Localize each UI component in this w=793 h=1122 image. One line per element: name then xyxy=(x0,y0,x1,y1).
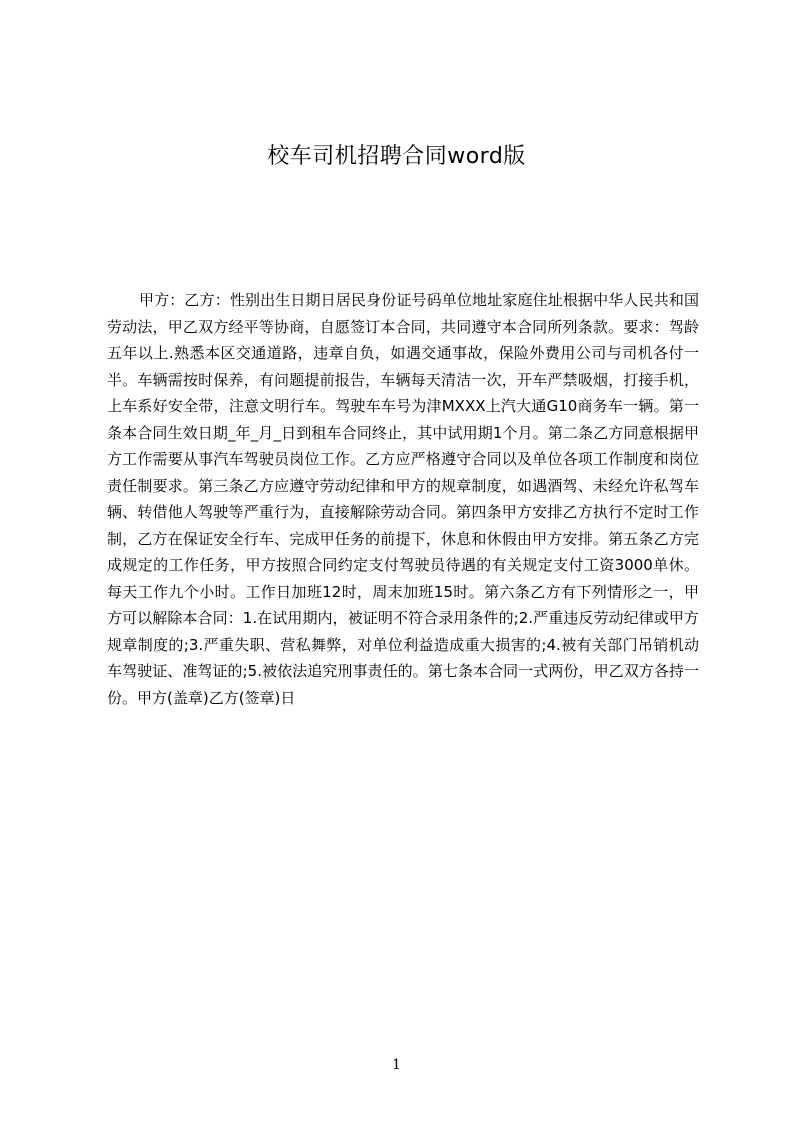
page-number: 1 xyxy=(392,1057,401,1073)
contract-body-paragraph: 甲方：乙方：性别出生日期日居民身份证号码单位地址家庭住址根据中华人民共和国劳动法，甲乙双方经平等协商，自愿签订本合同，共同遵守本合同所列条款。要求：驾龄五年以上.熟悉本区交通道路，违章自负，如遇交通事故，保险外费用公司与司机各付一半。车辆需按时保养，有问题提前报告，车辆每天清洁一次，开车严禁吸烟，打接手机，上车系好安全带，注意文明行车。驾驶车车号为津MXXX上汽大通G10商务车一辆。第一条本合同生效日期_年_月_日到租车合同终止，其中试用期1个月。第二条乙方同意根据甲方工作需要从事汽车驾驶员岗位工作。乙方应严格遵守合同以及单位各项工作制度和岗位责任制要求。第三条乙方应遵守劳动纪律和甲方的规章制度，如遇酒驾、未经允许私驾车辆、转借他人驾驶等严重行为，直接解除劳动合同。第四条甲方安排乙方执行不定时工作制，乙方在保证安全行车、完成甲任务的前提下，休息和休假由甲方安排。第五条乙方完成规定的工作任务，甲方按照合同约定支付驾驶员待遇的有关规定支付工资3000单休。每天工作九个小时。工作日加班12时，周末加班15时。第六条乙方有下列情形之一，甲方可以解除本合同：1.在试用期内，被证明不符合录用条件的;2.严重违反劳动纪律或甲方规章制度的;3.严重失职、营私舞弊，对单位利益造成重大损害的;4.被有关部门吊销机动车驾驶证、准驾证的;5.被依法追究刑事责任的。第七条本合同一式两份，甲乙双方各持一份。甲方(盖章)乙方(签章)日 xyxy=(107,291,699,707)
document-title: 校车司机招聘合同word版 xyxy=(267,144,526,169)
